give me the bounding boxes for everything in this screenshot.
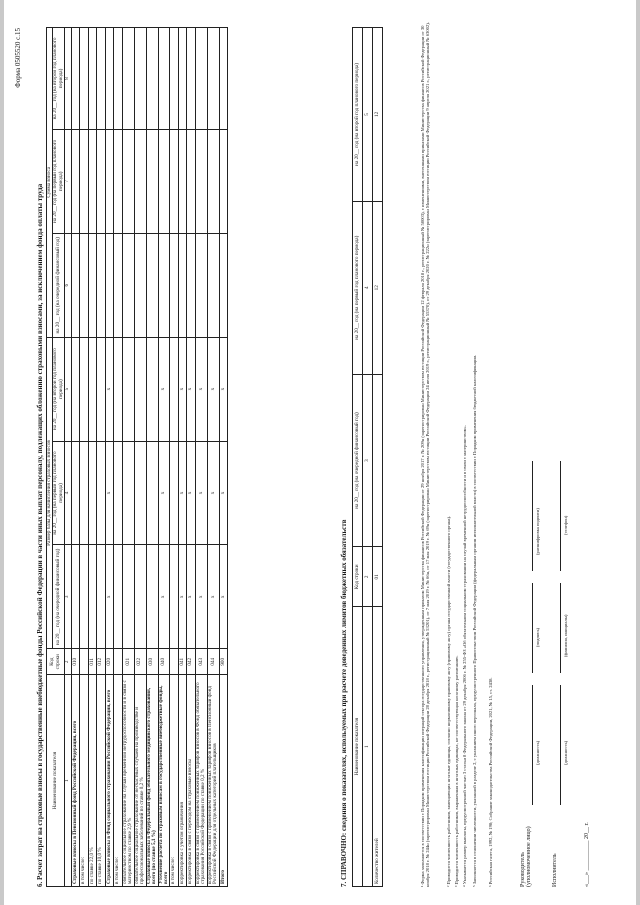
col-number: 6	[65, 233, 71, 337]
head-position-caption: (должность)	[535, 740, 540, 765]
col-number: 4	[65, 441, 71, 545]
row-code: 040	[158, 649, 170, 675]
value-cell	[219, 28, 228, 130]
value-cell	[105, 233, 114, 337]
table-row	[105, 28, 114, 887]
row-label: корректировка в связи с применением пониженных тарифов взносов в Пенсионный фонд Российской Федерации для отдельных категорий плательщиков	[207, 675, 219, 887]
col-number: 3	[65, 545, 71, 649]
value-cell: x	[207, 337, 219, 441]
value-cell: x	[158, 545, 170, 649]
s7-row-code: 01	[373, 547, 383, 607]
value-cell	[97, 441, 106, 545]
footnote: ⁶ Российская газета, 1992, № 198; Собрание законодательства Российской Федерации, 2021, № 15, ст. 2438.	[488, 677, 493, 887]
value-cell	[80, 129, 89, 233]
header-code: Код строки	[47, 649, 65, 675]
value-cell	[80, 337, 89, 441]
row-code: 042	[187, 649, 196, 675]
table-row	[71, 28, 80, 887]
row-code	[170, 649, 179, 675]
row-label: обязательное социальное страхование от несчастных случаев на производстве и профессиональных заболеваний по ставке 0,2 %	[134, 675, 146, 887]
value-cell	[122, 129, 134, 233]
section6-body	[71, 28, 227, 887]
row-label: корректировка в связи с применением пониженных тарифов взносов в Фонд обязательного страхования Российской Федерации по ставке 0,2 %	[195, 675, 207, 887]
s7-col-number: 1	[363, 607, 373, 887]
row-label: в том числе:	[80, 675, 89, 887]
value-cell: x	[207, 545, 219, 649]
value-cell	[122, 441, 134, 545]
section7-table	[352, 27, 383, 887]
table-row	[122, 28, 134, 887]
value-cell	[195, 233, 207, 337]
head-position-line	[532, 685, 533, 805]
value-cell	[97, 233, 106, 337]
value-cell	[122, 337, 134, 441]
value-cell	[114, 545, 123, 649]
footnote: ⁴ Указывается размер выплаты, предусмотренной частью 3 статьи 8 Федерального закона от 29 декабря 2006 г. № 255-ФЗ «Об обязательном социальном страховании на случай временной нетрудоспособности и в связи с материнством».	[462, 424, 467, 887]
head-decoding-line	[532, 461, 533, 571]
s7-header-name: Наименование показателя	[353, 607, 363, 887]
header-base-group: Размер базы для начисления страховых взносов	[47, 337, 53, 649]
executor-label: Исполнитель	[552, 853, 558, 887]
row-label: Страховые взносы в Фонд социального страхования Российской Федерации, всего	[105, 675, 114, 887]
value-cell: x	[178, 545, 187, 649]
value-cell	[134, 233, 146, 337]
col-number: 7	[65, 129, 71, 233]
value-cell	[187, 129, 196, 233]
row-label: по ставке 22,0 %	[88, 675, 97, 887]
table-row	[134, 28, 146, 887]
header-sum-current: на 20__ год (на очередной финансовый год)	[53, 233, 65, 337]
row-label: корректировка в связи с переходом на страховые взносы	[187, 675, 196, 887]
table-row	[146, 28, 158, 887]
value-cell	[207, 28, 219, 130]
value-cell	[178, 129, 187, 233]
table-row	[170, 28, 179, 887]
value-cell	[122, 28, 134, 130]
value-cell	[146, 545, 158, 649]
value-cell: x	[195, 545, 207, 649]
row-label: Страховые взносы в Пенсионный фонд Российской Федерации, всего	[71, 675, 80, 887]
s7-header-second: на 20__ год (на второй год планового периода)	[353, 28, 363, 202]
value-cell	[80, 441, 89, 545]
value-cell	[170, 129, 179, 233]
row-label: в том числе:	[114, 675, 123, 887]
row-code: 020	[105, 649, 114, 675]
value-cell	[88, 28, 97, 130]
table-row	[88, 28, 97, 887]
executor-position-line	[560, 685, 561, 805]
value-cell: x	[207, 441, 219, 545]
executor-phone-line	[560, 461, 561, 571]
value-cell	[170, 545, 179, 649]
row-code	[114, 649, 123, 675]
value-cell: x	[178, 337, 187, 441]
value-cell	[97, 337, 106, 441]
head-signature-caption: (подпись)	[535, 627, 540, 647]
row-code: 012	[97, 649, 106, 675]
value-cell: x	[105, 337, 114, 441]
value-cell	[134, 337, 146, 441]
s7-col-number: 4	[363, 201, 373, 374]
s7-header-code: Код строки	[353, 547, 363, 607]
executor-name-caption: (фамилия, инициалы)	[563, 614, 568, 657]
value-cell: x	[105, 441, 114, 545]
value-cell	[105, 28, 114, 130]
value-cell	[71, 441, 80, 545]
s7-row-first: 12	[373, 201, 383, 374]
value-cell	[88, 233, 97, 337]
value-cell	[134, 129, 146, 233]
value-cell	[195, 28, 207, 130]
section7-title: 7. СПРАВОЧНО: сведения о показателях, используемых при расчете доведенных лимитов бюджетных обязательств	[340, 519, 348, 887]
footnote: ¹ Форма заполняется в соответствии с Порядком применения классификации операций сектора государственного управления, утвержденным приказом Министерства финансов Российской Федерации от 29 ноября 2017 г. № 209н (зарегистрирован Министерством юстиции Российской Федерации 12 февраля 2018 г., регистрационный № 50003), с изменениями, внесенными приказами Министерства финансов Российской Федерации от 30 ноября 2018 г. № 244н (зарегистрирован Министерством юстиции Российской Федерации 28 декабря 2018 г., регистрационный № 53201), от 7 мая 2019 г. № 66н, от 17 мая 2019 г. № 69н (зарегистрирован Министерством юстиции Российской Федерации 24 июля 2019 г., регистрационный № 55370), от 29 декабря 2020 г. № 222н (зарегистрирован Министерством юстиции Российской Федерации 9 апреля 2021 г., регистрационный № 63002).	[420, 22, 431, 887]
table-row	[195, 28, 207, 887]
table-row	[80, 28, 89, 887]
row-code: 041	[178, 649, 187, 675]
row-code: 021	[122, 649, 134, 675]
value-cell	[219, 233, 228, 337]
value-cell	[88, 545, 97, 649]
header-name: Наименование показателя	[47, 675, 65, 887]
value-cell	[134, 28, 146, 130]
value-cell	[97, 129, 106, 233]
value-cell: x	[187, 337, 196, 441]
value-cell	[146, 441, 158, 545]
value-cell	[114, 28, 123, 130]
s7-row-current	[373, 374, 383, 547]
executor-position-caption: (должность)	[563, 740, 568, 765]
row-code: 900	[219, 649, 228, 675]
row-label: Уточнение расчета по страховым взносам в государственные внебюджетные фонды, всего	[158, 675, 170, 887]
s7-row-second: 12	[373, 28, 383, 202]
value-cell: x	[219, 441, 228, 545]
value-cell	[158, 28, 170, 130]
value-cell: x	[187, 441, 196, 545]
value-cell	[114, 129, 123, 233]
value-cell	[207, 129, 219, 233]
value-cell: x	[219, 545, 228, 649]
section6-title: 6. Расчет затрат на страховые взносы в государственные внебюджетные фонды Российской Федерации в части иных выплат персоналу, подлежащих обложению страховыми взносами, за исключением фонда оплаты труда	[36, 183, 44, 887]
s7-col-number: 2	[363, 547, 373, 607]
table-row	[207, 28, 219, 887]
footnote: ⁵ Заполняется в отношении численности, указанной в разделе 2, с указанием иного персонала, предусмотренного Правительством Российской Федерации (федеральным органом исполнительной власти) в соответствии с Порядком применения бюджетной классификации.	[472, 354, 477, 887]
value-cell: x	[158, 441, 170, 545]
date-line: «___» __________ 20__ г.	[584, 822, 590, 887]
row-label: корректировка с учетом ограничения	[178, 675, 187, 887]
scan-edge-bottom	[636, 0, 640, 905]
row-code: 043	[195, 649, 207, 675]
value-cell	[122, 233, 134, 337]
value-cell	[80, 545, 89, 649]
value-cell	[146, 233, 158, 337]
scan-edge-top	[0, 0, 4, 905]
row-code: 010	[71, 649, 80, 675]
header-base-first: на 20__ год (на первый год планового периода)	[53, 441, 65, 545]
value-cell: x	[219, 337, 228, 441]
head-decoding-caption: (расшифровка подписи)	[535, 508, 540, 555]
value-cell	[71, 233, 80, 337]
value-cell	[88, 441, 97, 545]
col-number: 8	[65, 28, 71, 130]
value-cell	[195, 129, 207, 233]
table-row	[178, 28, 187, 887]
row-label: обязательное социальное страхование на случай временной нетрудоспособности и в связи с материнством по ставке 2,9 %	[122, 675, 134, 887]
head-signature-line	[532, 583, 533, 673]
value-cell: x	[105, 545, 114, 649]
header-base-current: на 20__ год (на очередной финансовый год)	[53, 545, 65, 649]
value-cell	[134, 441, 146, 545]
value-cell	[170, 441, 179, 545]
footnote: ² Приводится численность работников, замещающих штатные единицы, согласно нормативному правовому акту (правовому акту) органа государственной власти (государственного органа).	[446, 515, 451, 887]
s7-col-number: 5	[363, 28, 373, 202]
value-cell: x	[195, 441, 207, 545]
row-code: 030	[146, 649, 158, 675]
row-code	[80, 649, 89, 675]
row-code: 011	[88, 649, 97, 675]
value-cell	[97, 545, 106, 649]
header-sum-group: Сумма взноса	[47, 28, 53, 338]
value-cell	[170, 337, 179, 441]
header-sum-first: на 20__ год (на первый год планового периода)	[53, 129, 65, 233]
value-cell: x	[178, 441, 187, 545]
value-cell	[146, 337, 158, 441]
value-cell	[105, 129, 114, 233]
value-cell	[122, 545, 134, 649]
s7-header-current: на 20__ год (на очередной финансовый год)	[353, 374, 363, 547]
value-cell	[114, 441, 123, 545]
value-cell	[71, 28, 80, 130]
value-cell	[219, 129, 228, 233]
form-code: Форма 0505520 с.15	[14, 28, 22, 88]
s7-row-label: Количество жителей	[373, 607, 383, 887]
value-cell: x	[158, 337, 170, 441]
value-cell	[187, 28, 196, 130]
row-code: 044	[207, 649, 219, 675]
value-cell	[178, 28, 187, 130]
value-cell	[71, 337, 80, 441]
value-cell	[207, 233, 219, 337]
executor-phone-caption: (телефон)	[563, 515, 568, 535]
value-cell	[158, 233, 170, 337]
row-label: Страховые взносы в Федеральный фонд обязательного медицинского страхования, всего (по ставке 5,1 %)	[146, 675, 158, 887]
value-cell	[88, 337, 97, 441]
value-cell	[114, 337, 123, 441]
col-number: 2	[65, 649, 71, 675]
value-cell	[97, 28, 106, 130]
col-number: 5	[65, 337, 71, 441]
head-label: Руководитель (уполномоченное лицо)	[520, 826, 532, 887]
executor-name-line	[560, 583, 561, 673]
row-label: Итого	[219, 675, 228, 887]
row-code: 022	[134, 649, 146, 675]
header-base-second: на 20__ год (на второй год планового периода)	[53, 337, 65, 441]
value-cell: x	[195, 337, 207, 441]
value-cell	[71, 129, 80, 233]
value-cell	[114, 233, 123, 337]
value-cell	[170, 28, 179, 130]
col-number: 1	[65, 675, 71, 887]
table-row	[158, 28, 170, 887]
value-cell	[146, 129, 158, 233]
row-label: в том числе:	[170, 675, 179, 887]
row-label: по ставке 10,0 %	[97, 675, 106, 887]
table-row	[97, 28, 106, 887]
s7-header-first: на 20__ год (на первый год планового периода)	[353, 201, 363, 374]
footnote: ³ Приводится численность работников, выраженная в штатных единицах, не соответствующая штатному расписанию.	[454, 655, 459, 887]
value-cell	[88, 129, 97, 233]
header-sum-second: на 20__ год (на второй год планового периода)	[53, 28, 65, 130]
value-cell	[187, 233, 196, 337]
value-cell	[134, 545, 146, 649]
value-cell	[170, 233, 179, 337]
value-cell	[146, 28, 158, 130]
value-cell	[178, 233, 187, 337]
s7-col-number: 3	[363, 374, 373, 547]
value-cell	[158, 129, 170, 233]
section6-table	[46, 27, 228, 887]
value-cell	[71, 545, 80, 649]
value-cell: x	[187, 545, 196, 649]
value-cell	[80, 28, 89, 130]
value-cell	[80, 233, 89, 337]
table-row	[219, 28, 228, 887]
